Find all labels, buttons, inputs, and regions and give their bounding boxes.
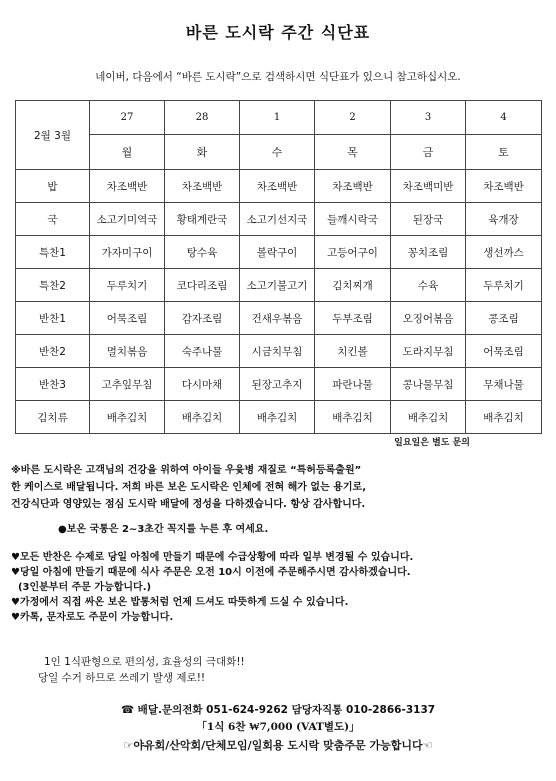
contact-line: ☎ 배달.문의전화 051-624-9262 담당자직통 010-2866-3137 (120, 704, 436, 716)
row-label: 반찬2 (16, 335, 90, 368)
row-label: 특찬1 (16, 236, 90, 269)
bullet-item: ♥가정에서 직접 싸온 보온 밥통처럼 언제 드셔도 따뜻하게 드실 수 있습니다. (11, 597, 349, 608)
table-row (16, 368, 542, 401)
menu-cell: 생선까스 (466, 236, 542, 269)
notice-paragraph (11, 462, 551, 513)
menu-cell: 꽁치조림 (391, 236, 466, 269)
menu-cell: 수육 (391, 269, 466, 302)
bullet-item: ♥카톡, 문자로도 주문이 가능합니다. (11, 612, 174, 623)
menu-cell: 숙주나물 (165, 335, 240, 368)
sunday-note: 일요일은 별도 문의 (394, 438, 470, 448)
page-subtitle: 네이버, 다음에서 “바른 도시락”으로 검색하시면 식단표가 있으니 참고하십시오. (95, 71, 461, 83)
menu-cell: 들깨시락국 (315, 203, 391, 236)
menu-cell: 무채나물 (466, 368, 542, 401)
menu-cell: 김치찌개 (315, 269, 391, 302)
table-row (16, 302, 542, 335)
menu-cell: 소고기불고기 (240, 269, 315, 302)
bullet-list (11, 550, 551, 625)
menu-cell: 다시마채 (165, 368, 240, 401)
row-label: 특찬2 (16, 269, 90, 302)
bullet-item: ♥모든 반찬은 수제로 당일 아침에 만들기 때문에 수급상황에 따라 일부 변경될 수 있습니다. (11, 552, 414, 563)
page-title: 바른 도시락 주간 식단표 (185, 23, 371, 42)
menu-cell: 파란나물 (315, 368, 391, 401)
menu-cell: 황태계란국 (165, 203, 240, 236)
menu-cell: 배추김치 (90, 401, 165, 434)
notice-line: 한 케이스로 배달됩니다. 저희 바른 보온 도시락은 인체에 전혀 해가 없는 용기로, (11, 482, 367, 493)
weekly-menu-table (15, 100, 542, 434)
menu-cell: 배추김치 (165, 401, 240, 434)
day-number: 27 (90, 101, 165, 135)
promo-line: 당일 수거 하므로 쓰레기 발생 제로!! (38, 672, 206, 684)
day-number: 3 (391, 101, 466, 135)
menu-body (16, 170, 542, 434)
day-name: 화 (165, 135, 240, 170)
day-number: 2 (315, 101, 391, 135)
menu-cell: 어묵조림 (466, 335, 542, 368)
menu-cell: 차조백미반 (391, 170, 466, 203)
table-row (16, 269, 542, 302)
table-row (16, 203, 542, 236)
menu-cell: 탕수육 (165, 236, 240, 269)
menu-cell: 고추잎무침 (90, 368, 165, 401)
menu-cell: 콩조림 (466, 302, 542, 335)
menu-cell: 차조백반 (466, 170, 542, 203)
menu-cell: 소고기선지국 (240, 203, 315, 236)
table-row (16, 170, 542, 203)
menu-cell: 차조백반 (90, 170, 165, 203)
menu-cell: 오징어볶음 (391, 302, 466, 335)
table-row (16, 401, 542, 434)
menu-cell: 된장국 (391, 203, 466, 236)
row-label: 밥 (16, 170, 90, 203)
menu-cell: 배추김치 (315, 401, 391, 434)
day-number: 1 (240, 101, 315, 135)
price-line: 「1식 6찬 ₩7,000 (VAT별도)」 (196, 721, 360, 733)
notice-line: 건강식단과 영양있는 점심 도시락 배달에 정성을 다하겠습니다. 항상 감사합니다. (11, 499, 366, 510)
row-label: 김치류 (16, 401, 90, 434)
menu-cell: 차조백반 (240, 170, 315, 203)
day-number: 4 (466, 101, 542, 135)
menu-cell: 건새우볶음 (240, 302, 315, 335)
menu-cell: 감자조림 (165, 302, 240, 335)
promo-block (38, 654, 245, 686)
day-name: 목 (315, 135, 391, 170)
day-name: 토 (466, 135, 542, 170)
menu-cell: 시금치무침 (240, 335, 315, 368)
notice-line: ※바른 도시락은 고객님의 건강을 위하여 아이들 우윳병 재질로 “특허등록출원” (11, 465, 362, 476)
menu-cell: 차조백반 (165, 170, 240, 203)
day-name: 월 (90, 135, 165, 170)
menu-cell: 된장고추지 (240, 368, 315, 401)
menu-cell: 도라지무침 (391, 335, 466, 368)
menu-cell: 소고기미역국 (90, 203, 165, 236)
table-header-row-days (16, 135, 542, 170)
menu-cell: 멸치볶음 (90, 335, 165, 368)
table-row (16, 335, 542, 368)
custom-order-line: ☞야유회/산악회/단체모임/일회용 도시락 맞춤주문 가능합니다☜ (123, 739, 433, 752)
table-row (16, 236, 542, 269)
menu-cell: 두루치기 (90, 269, 165, 302)
bullet-item: (3인분부터 주문 가능합니다.) (11, 582, 152, 593)
row-label: 반찬1 (16, 302, 90, 335)
menu-cell: 차조백반 (315, 170, 391, 203)
menu-cell: 고등어구이 (315, 236, 391, 269)
promo-line: 1인 1식판형으로 편의성, 효율성의 극대화!! (44, 656, 245, 668)
day-number: 28 (165, 101, 240, 135)
menu-cell: 두루치기 (466, 269, 542, 302)
table-header-row-dates (16, 101, 542, 135)
menu-cell: 코다리조림 (165, 269, 240, 302)
menu-cell: 콩나물무침 (391, 368, 466, 401)
menu-cell: 배추김치 (466, 401, 542, 434)
menu-cell: 배추김치 (391, 401, 466, 434)
bullet-item: ♥당일 아침에 만들기 때문에 식사 주문은 오전 10시 이전에 주문해주시면 감사하겠습니다. (11, 567, 411, 578)
day-name: 금 (391, 135, 466, 170)
menu-cell: 어묵조림 (90, 302, 165, 335)
menu-cell: 치킨볼 (315, 335, 391, 368)
menu-cell: 배추김치 (240, 401, 315, 434)
day-name: 수 (240, 135, 315, 170)
date-label-cell: 2월 3월 (16, 101, 90, 170)
menu-cell: 육개장 (466, 203, 542, 236)
menu-cell: 가자미구이 (90, 236, 165, 269)
row-label: 반찬3 (16, 368, 90, 401)
soup-container-note: ●보온 국통은 2~3초간 꼭지를 누른 후 여세요. (58, 524, 269, 535)
row-label: 국 (16, 203, 90, 236)
menu-cell: 두부조림 (315, 302, 391, 335)
menu-cell: 볼락구이 (240, 236, 315, 269)
